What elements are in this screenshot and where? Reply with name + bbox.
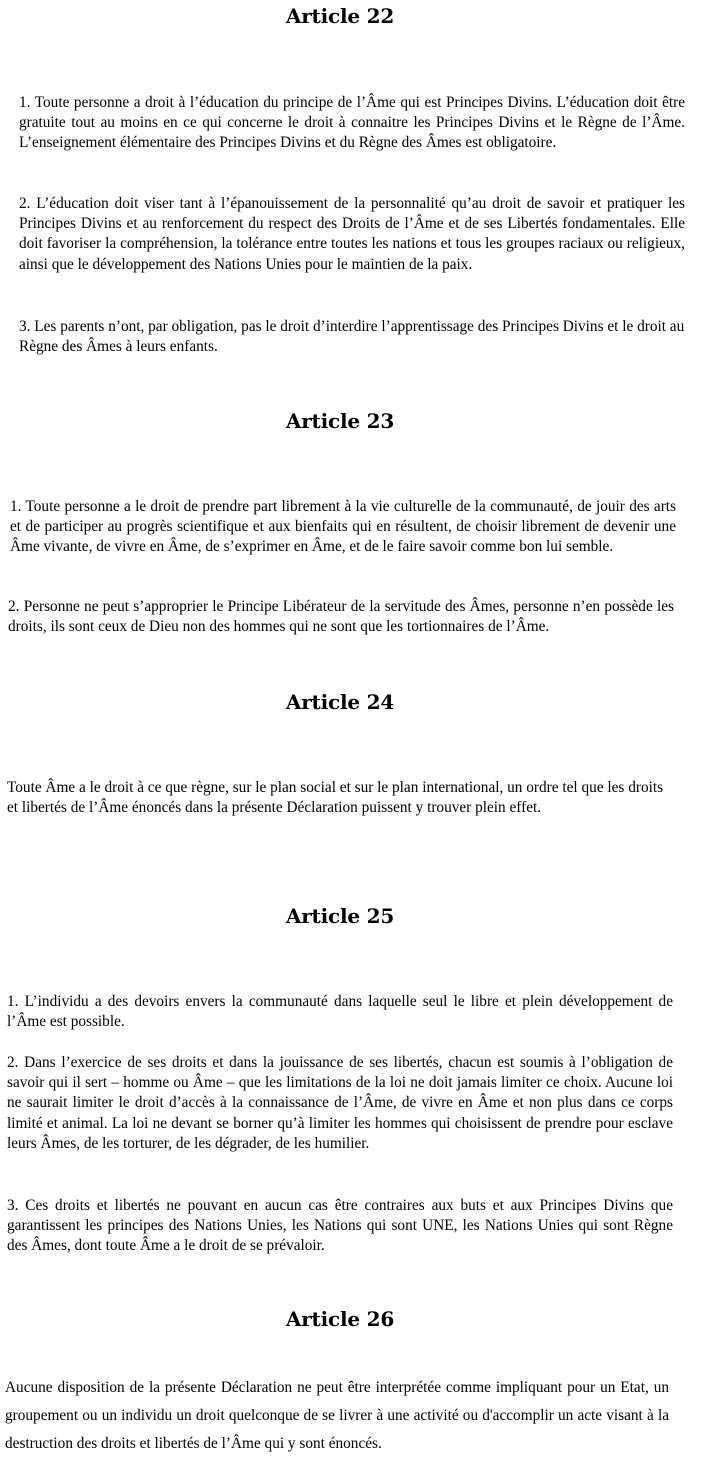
article-25-paragraph-3: 3. Ces droits et libertés ne pouvant en aucun cas être contraires aux buts et aux Principes Divins que garantissent les principes des Nations Unies, les Nations qui sont UNE, les Nations Unies qui sont Règne des Âmes, dont toute Âme a le droit de se prévaloir. [7,1197,673,1255]
article-22-paragraph-2: 2. L’éducation doit viser tant à l’épanouissement de la personnalité qu’au droit de savoir et pratiquer les Principes Divins et au renforcement du respect des Droits de l’Âme et de ses Libertés fondamentales. Elle doit favoriser la compréhension, la tolérance entre toutes les nations et tous les groupes raciaux ou religieux, ainsi que le développement des Nations Unies pour le maintien de la paix. [19,195,685,273]
article-26-title: Article 26 [285,1307,395,1331]
article-23-paragraph-1: 1. Toute personne a le droit de prendre part librement à la vie culturelle de la communauté, de jouir des arts et de participer au progrès scientifique et aux bienfaits qui en résultent, de choisir librement de devenir une Âme vivante, de vivre en Âme, de s’exprimer en Âme, et de le faire savoir comme bon lui semble. [10,498,676,556]
article-25-paragraph-1: 1. L’individu a des devoirs envers la communauté dans laquelle seul le libre et plein développement de l’Âme est possible. [7,993,673,1031]
article-25-title: Article 25 [285,904,395,928]
article-24-title: Article 24 [285,690,395,714]
article-23-title: Article 23 [285,409,395,433]
article-25-paragraph-2: 2. Dans l’exercice de ses droits et dans la jouissance de ses libertés, chacun est soumis à l’obligation de savoir qui il sert – homme ou Âme – que les limitations de la loi ne doit jamais limiter ce choix. Aucune loi ne saurait limiter le droit d’accès à la connaissance de l’Âme, de vivre en Âme et non plus dans ce corps limité et animal. La loi ne devant se borner qu’à limiter les hommes qui choisissent de prendre pour esclave leurs Âmes, de les torturer, de les dégrader, de les humilier. [7,1054,673,1152]
article-26-paragraph-1: Aucune disposition de la présente Déclaration ne peut être interprétée comme impliquant pour un Etat, un groupement ou un individu un droit quelconque de se livrer à une activité ou d'accomplir un acte visant à la destruction des droits et libertés de l’Âme qui y sont énoncés. [5,1379,669,1452]
article-22-paragraph-1: 1. Toute personne a droit à l’éducation du principe de l’Âme qui est Principes Divins. L’éducation doit être gratuite tout au moins en ce qui concerne le droit à connaitre les Principes Divins et le Règne de l’Âme. L’enseignement élémentaire des Principes Divins et du Règne des Âmes est obligatoire. [19,94,685,152]
article-22-paragraph-3: 3. Les parents n’ont, par obligation, pas le droit d’interdire l’apprentissage des Principes Divins et le droit au Règne des Âmes à leurs enfants. [19,318,685,356]
article-23-paragraph-2: 2. Personne ne peut s’approprier le Principe Libérateur de la servitude des Âmes, personne n’en possède les droits, ils sont ceux de Dieu non des hommes qui ne sont que les tortionnaires de l’Âme. [8,598,674,636]
article-24-paragraph-1: Toute Âme a le droit à ce que règne, sur le plan social et sur le plan international, un ordre tel que les droits et libertés de l’Âme énoncés dans la présente Déclaration puissent y trouver plein effet. [7,779,664,817]
article-22-title: Article 22 [285,4,395,28]
